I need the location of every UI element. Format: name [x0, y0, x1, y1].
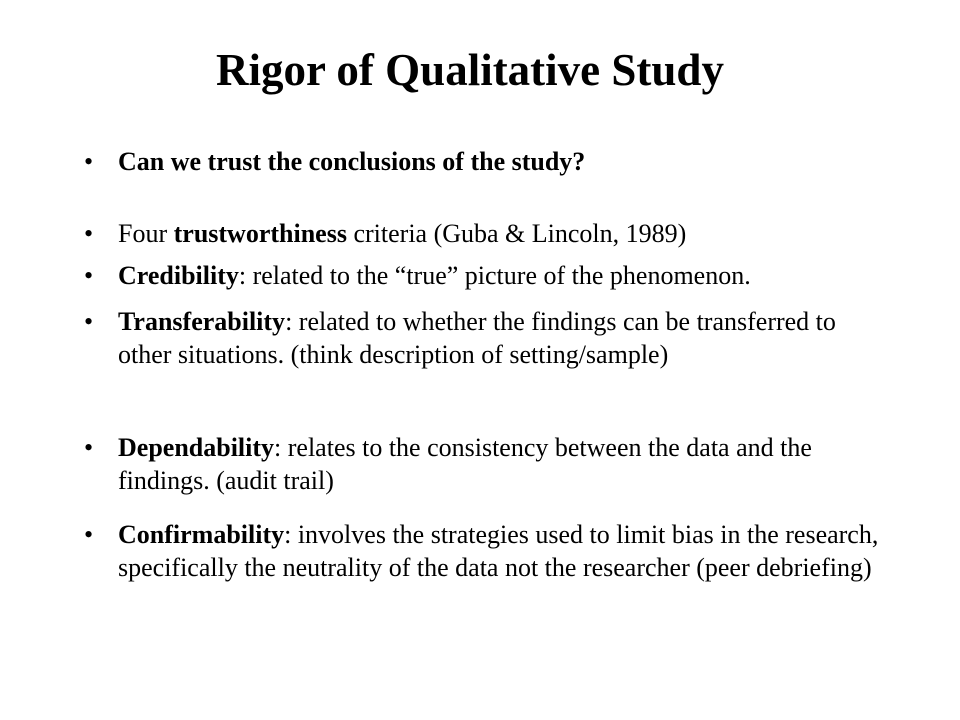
bullet-body: : related to the “true” picture of the phenomenon.	[238, 261, 751, 290]
bullet-body: : related to whether the findings can be transferred to other situations. (think description of setting/sample)	[118, 307, 836, 369]
bullet-marker: •	[84, 261, 94, 290]
bullet-item-transferability	[84, 305, 884, 371]
bullet-item-dependability	[84, 431, 884, 497]
bullet-lead: Credibility	[118, 261, 239, 290]
bullet-item-confirmability	[84, 518, 884, 584]
bullet-item-trust-question	[84, 145, 884, 178]
bullet-text	[118, 518, 884, 584]
bullet-lead: Dependability	[118, 433, 275, 462]
bullet-lead: Confirmability	[118, 520, 285, 549]
bullet-item-credibility	[84, 259, 884, 292]
bullet-lead: Can we trust the conclusions of the study?	[118, 147, 586, 176]
bullet-body: criteria (Guba & Lincoln, 1989)	[346, 219, 687, 248]
bullet-text	[118, 145, 884, 178]
bullet-text	[118, 431, 884, 497]
bullet-marker: •	[84, 520, 94, 549]
bullet-item-trustworthiness	[84, 217, 884, 250]
bullet-body: : involves the strategies used to limit bias in the research, specifically the neutrality of the data not the researcher (peer debriefing)	[118, 520, 879, 582]
slide-title: Rigor of Qualitative Study	[216, 45, 724, 95]
bullet-lead: trustworthiness	[173, 219, 347, 248]
bullet-text	[118, 305, 884, 371]
bullet-text	[118, 259, 884, 292]
bullet-marker: •	[84, 147, 94, 176]
bullet-marker: •	[84, 219, 94, 248]
bullet-body: : relates to the consistency between the data and the findings. (audit trail)	[118, 433, 812, 495]
bullet-lead: Transferability	[118, 307, 286, 336]
bullet-marker: •	[84, 307, 94, 336]
bullet-prefix: Four	[118, 219, 174, 248]
bullet-text	[118, 217, 884, 250]
bullet-marker: •	[84, 433, 94, 462]
